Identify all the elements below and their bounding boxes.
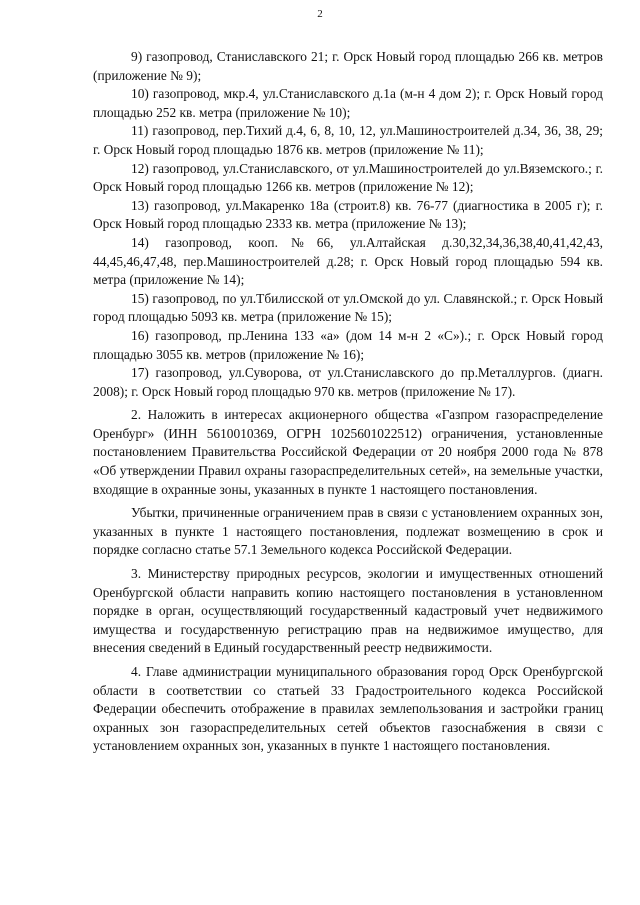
paragraph-point-2: 2. Наложить в интересах акционерного общества «Газпром газораспределение Оренбург» (ИНН 5610010369, ОГРН 1025601022512) ограничения, установленные постановлением Правительства Российской Федерации от 20 ноября 2000 года № 878 «Об утверждении Правил охраны газораспределительных сетей», на земельные участки, входящие в охранные зоны, указанных в пункте 1 настоящего постановления. [93,407,603,497]
list-item-14: 14) газопровод, кооп.№66, ул.Алтайская д.30,32,34,36,38,40,41,42,43, 44,45,46,47,48, пер.Машиностроителей д.28; г. Орск Новый город площадью 594 кв. метра (приложение № 14); [93,234,603,288]
paragraph-point-4: 4. Главе администрации муниципального образования город Орск Оренбургской области в соответствии со статьей 33 Градостроительного кодекса Российской Федерации обеспечить отображение в правилах землепользования и застройки границ охранных зон газораспределительных сетей объектов газоснабжения в связи с установлением охранных зон, указанных в пункте 1 настоящего постановления. [93,664,603,754]
list-item-17: 17) газопровод, ул.Суворова, от ул.Станиславского до пр.Металлургов. (диагн. 2008); г. Орск Новый город площадью 970 кв. метров (приложение № 17). [93,365,603,399]
document-body [93,48,603,756]
page-number: 2 [317,8,323,20]
list-item-15: 15) газопровод, по ул.Тбилисской от ул.Омской до ул. Славянской.; г. Орск Новый город площадью 5093 кв. метра (приложение № 15); [93,290,603,325]
list-item-10: 10) газопровод, мкр.4, ул.Станиславского д.1а (м-н 4 дом 2); г. Орск Новый город площадью 252 кв. метра (приложение № 10); [93,86,603,120]
list-item-12: 12) газопровод, ул.Станиславского, от ул.Машиностроителей до ул.Вяземского.; г. Орск Новый город площадью 1266 кв. метров (приложение № 12); [93,160,603,195]
list-item-16: 16) газопровод, пр.Ленина 133 «а» (дом 14 м-н 2 «С»).; г. Орск Новый город площадью 3055 кв. метров (приложение № 16); [93,327,603,362]
list-item-11: 11) газопровод, пер.Тихий д.4, 6, 8, 10, 12, ул.Машиностроителей д.34, 36, 38, 29; г. Орск Новый город площадью 1876 кв. метров (приложение № 11); [93,123,603,157]
list-item-9: 9) газопровод, Станиславского 21; г. Орск Новый город площадью 266 кв. метров (приложение № 9); [93,49,603,83]
paragraph-point-3: 3. Министерству природных ресурсов, экологии и имущественных отношений Оренбургской области направить копию настоящего постановления в установленном порядке в орган, осуществляющий государственный кадастровый учет недвижимого имущества и государственную регистрацию прав на недвижимое имущество, для внесения сведений в Единый государственный реестр недвижимости. [93,566,603,656]
list-item-13: 13) газопровод, ул.Макаренко 18а (строит.8) кв. 76-77 (диагностика в 2005 г); г. Орск Новый город площадью 2333 кв. метра (приложение № 13); [93,197,603,232]
paragraph-losses: Убытки, причиненные ограничением прав в связи с установлением охранных зон, указанных в пункте 1 настоящего постановления, подлежат возмещению в срок и порядке согласно статье 57.1 Земельного кодекса Российской Федерации. [93,505,603,558]
